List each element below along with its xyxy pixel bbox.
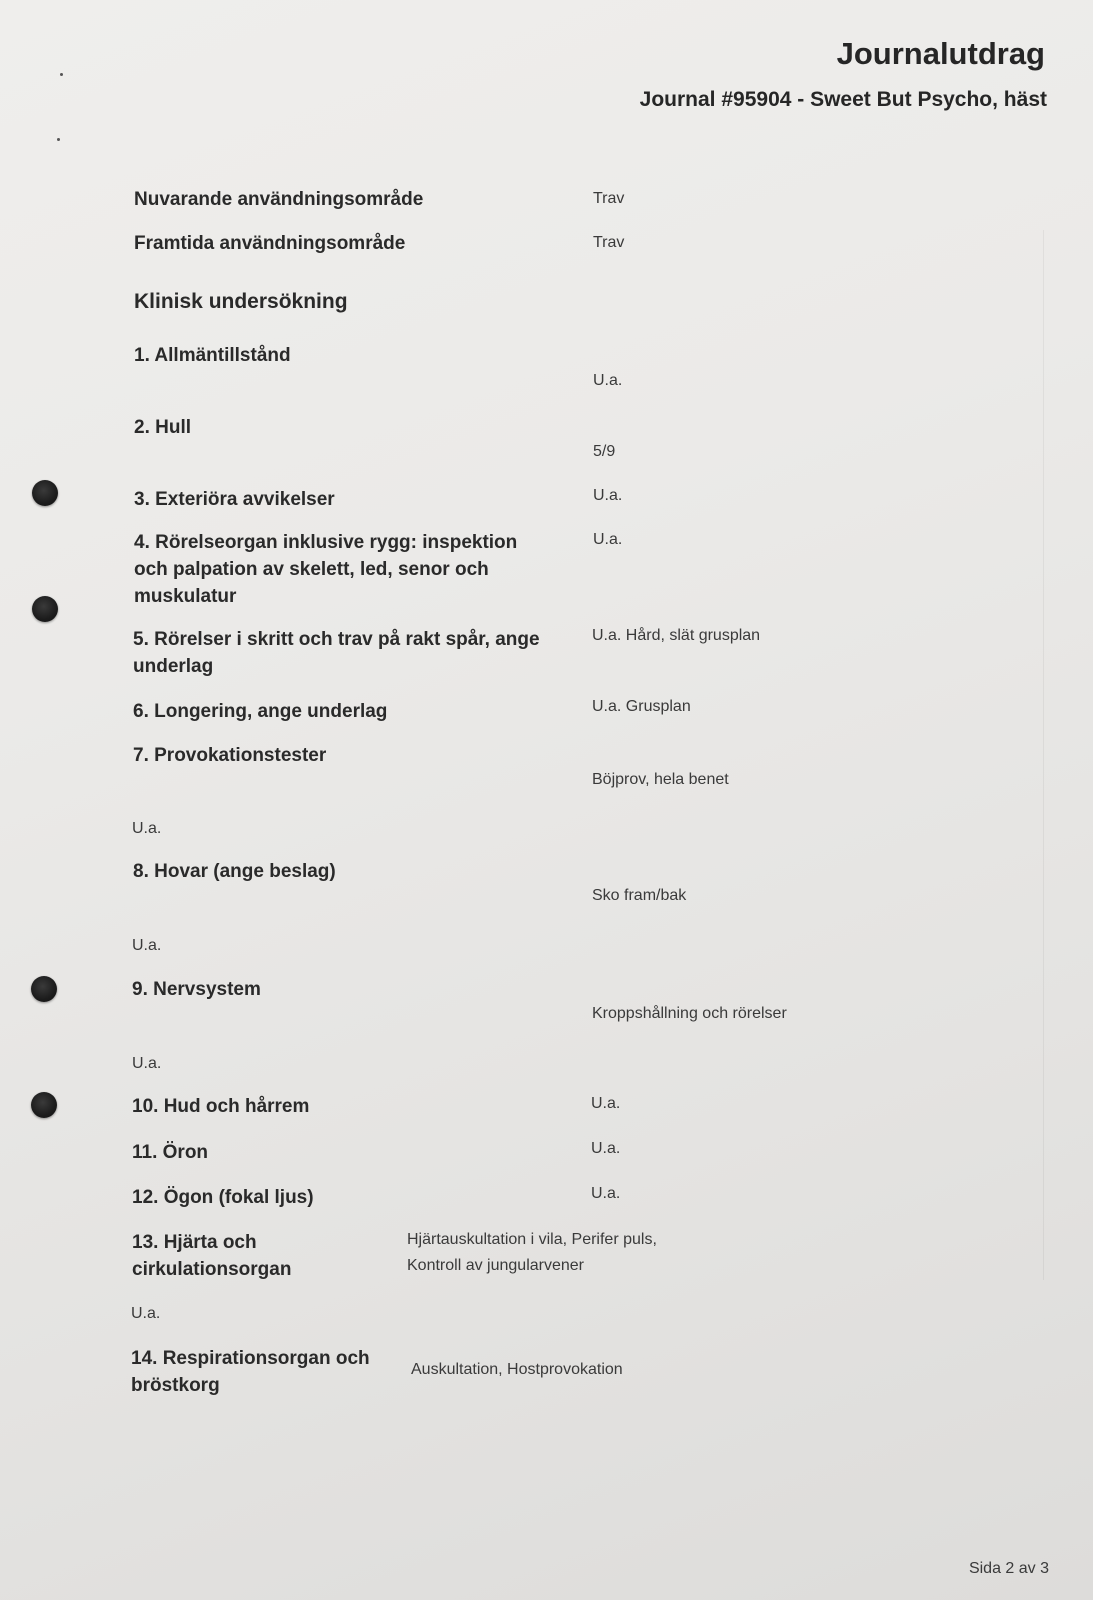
item-7-result: U.a. — [132, 820, 162, 837]
item-6-label: 6. Longering, ange underlag — [133, 701, 388, 722]
punch-hole — [32, 596, 58, 622]
item-2-label: 2. Hull — [134, 417, 192, 438]
punch-hole — [32, 480, 58, 506]
item-3-value: U.a. — [593, 487, 623, 504]
current-usage-label: Nuvarande användningsområde — [134, 189, 424, 210]
item-4-value: U.a. — [593, 531, 623, 548]
punch-hole — [31, 1092, 57, 1118]
item-10-value: U.a. — [591, 1095, 621, 1112]
item-8-label: 8. Hovar (ange beslag) — [133, 861, 336, 882]
item-7-value: Böjprov, hela benet — [592, 771, 729, 788]
item-8-value: Sko fram/bak — [592, 887, 687, 904]
item-2-value: 5/9 — [593, 443, 616, 460]
future-usage-value: Trav — [593, 234, 625, 251]
item-13-label: 13. Hjärta och cirkulationsorgan — [132, 1232, 292, 1280]
item-7-label: 7. Provokationstester — [133, 745, 327, 766]
item-14-label: 14. Respirationsorgan och bröstkorg — [131, 1348, 370, 1396]
item-8-result: U.a. — [132, 937, 162, 954]
item-5-value: U.a. Hård, slät grusplan — [592, 627, 761, 644]
paper-fold — [1043, 230, 1044, 1280]
item-11-label: 11. Öron — [132, 1142, 209, 1163]
section-heading: Klinisk undersökning — [134, 290, 348, 313]
item-9-value: Kroppshållning och rörelser — [592, 1005, 787, 1022]
journal-subtitle: Journal #95904 - Sweet But Psycho, häst — [639, 88, 1047, 111]
item-1-label: 1. Allmäntillstånd — [134, 345, 291, 366]
paper-speck — [60, 73, 63, 76]
item-12-label: 12. Ögon (fokal ljus) — [132, 1187, 314, 1208]
item-10-label: 10. Hud och hårrem — [132, 1096, 310, 1117]
item-4-label: 4. Rörelseorgan inklusive rygg: inspektion och palpation av skelett, led, senor och muskulatur — [134, 532, 518, 607]
item-6-value: U.a. Grusplan — [592, 698, 691, 715]
item-11-value: U.a. — [591, 1140, 621, 1157]
item-13-value: Hjärtauskultation i vila, Perifer puls, Kontroll av jungularvener — [407, 1231, 657, 1274]
item-13-result: U.a. — [131, 1305, 161, 1322]
punch-hole — [31, 976, 57, 1002]
current-usage-value: Trav — [593, 190, 625, 207]
paper-speck — [57, 138, 60, 141]
item-1-value: U.a. — [593, 372, 623, 389]
page-number: Sida 2 av 3 — [968, 1560, 1049, 1577]
item-9-result: U.a. — [132, 1055, 162, 1072]
item-12-value: U.a. — [591, 1185, 621, 1202]
item-14-value: Auskultation, Hostprovokation — [411, 1361, 623, 1378]
future-usage-label: Framtida användningsområde — [134, 233, 406, 254]
document-title: Journalutdrag — [836, 36, 1045, 71]
item-5-label: 5. Rörelser i skritt och trav på rakt spår, ange underlag — [133, 629, 540, 677]
item-9-label: 9. Nervsystem — [132, 979, 261, 1000]
item-3-label: 3. Exteriöra avvikelser — [134, 489, 335, 510]
